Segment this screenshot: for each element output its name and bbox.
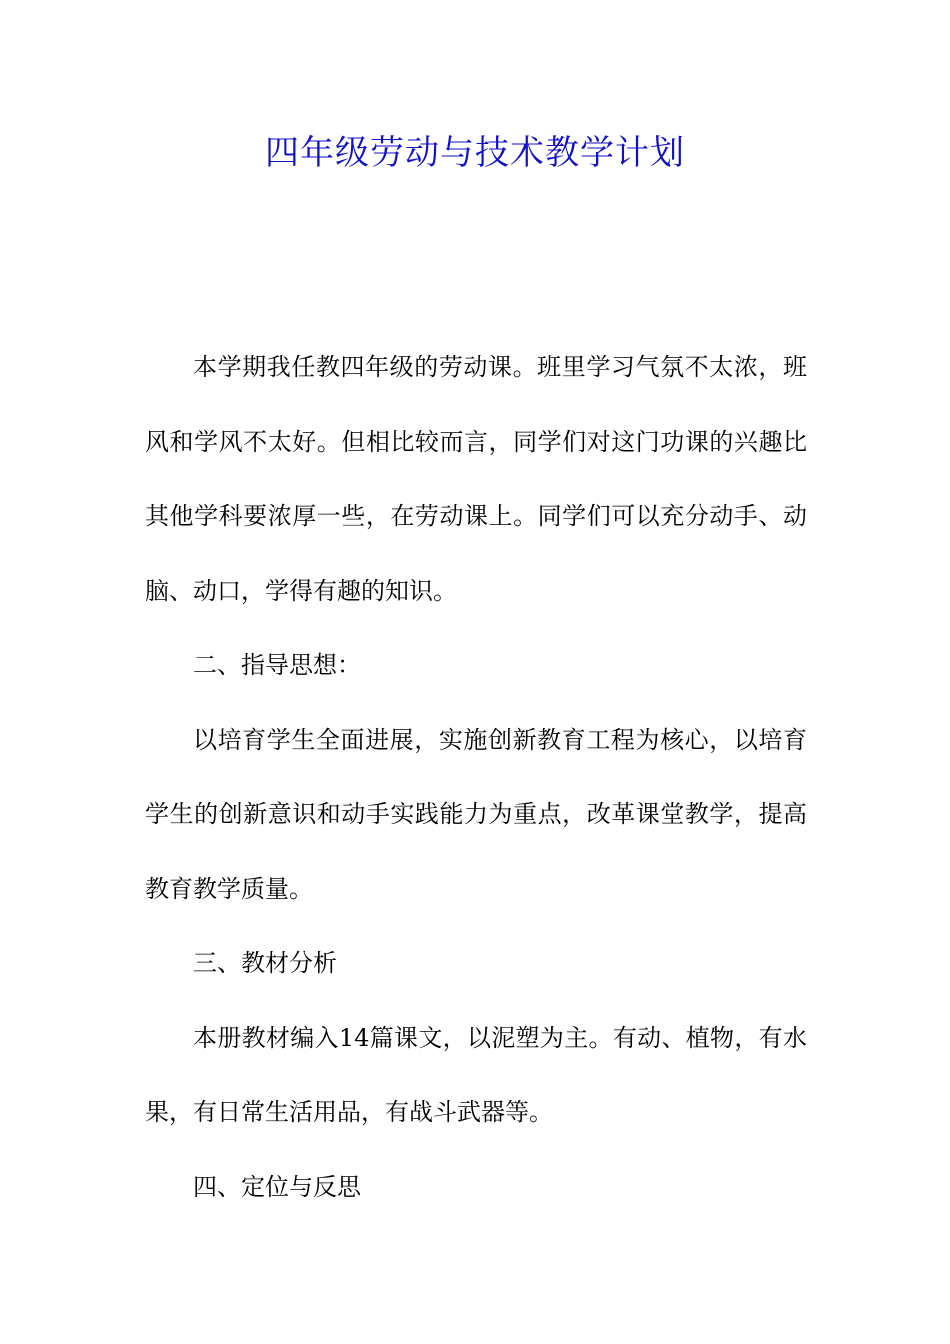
document-body	[145, 330, 807, 1224]
document-title: 四年级劳动与技术教学计划	[265, 133, 685, 173]
intro-paragraph: 本学期我任教四年级的劳动课。班里学习气氛不太浓，班风和学风不太好。但相比较而言，同学们对这门功课的兴趣比其他学科要浓厚一些，在劳动课上。同学们可以充分动手、动脑、动口，学得有趣的知识。	[145, 353, 807, 605]
textbook-analysis-paragraph: 本册教材编入14篇课文，以泥塑为主。有动、植物，有水果，有日常生活用品，有战斗武器等。	[145, 1023, 807, 1126]
section-heading-guiding-thought: 二、指导思想：	[193, 651, 361, 679]
section-heading-textbook-analysis: 三、教材分析	[193, 949, 337, 977]
section-heading-positioning-reflection: 四、定位与反思	[193, 1172, 361, 1201]
guiding-thought-paragraph: 以培育学生全面进展，实施创新教育工程为核心，以培育学生的创新意识和动手实践能力为重点，改革课堂教学，提高教育教学质量。	[145, 725, 807, 903]
